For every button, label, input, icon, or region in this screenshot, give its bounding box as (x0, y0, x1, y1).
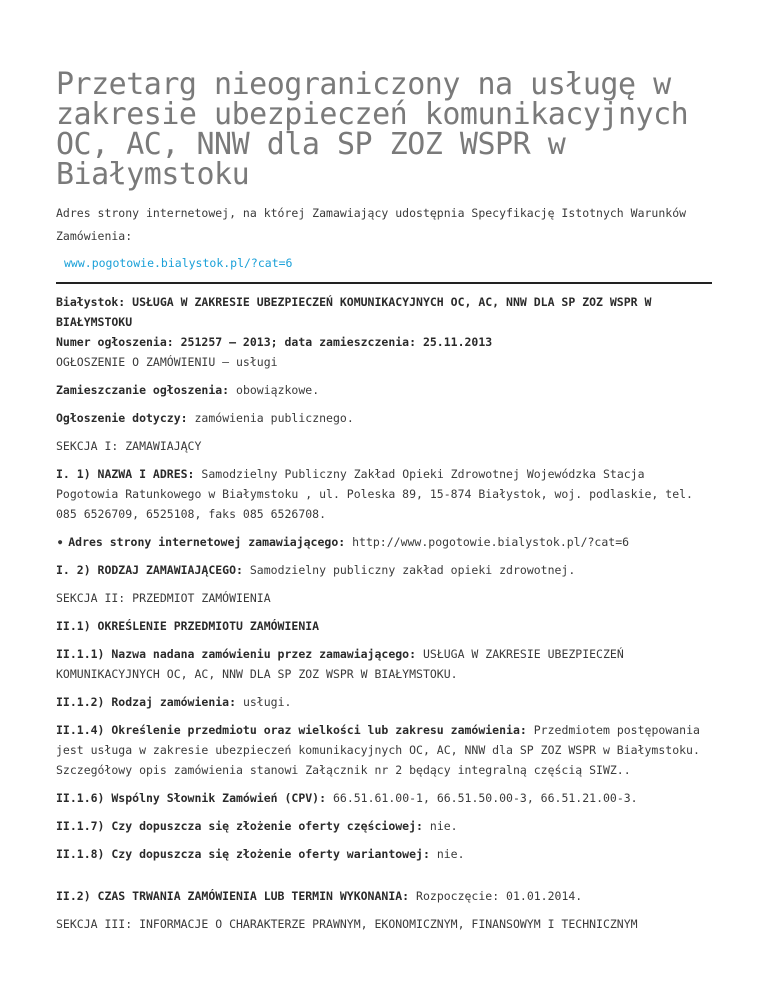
notice-header-text: Białystok: USŁUGA W ZAKRESIE UBEZPIECZEŃ KOMUNIKACYJNYCH OC, AC, NNW DLA SP ZOZ WSPR W BIAŁYMSTOKU (56, 295, 652, 329)
s2-1-6-row (56, 788, 712, 808)
s2-1-7-value: nie. (429, 819, 458, 833)
placement-row (56, 380, 712, 400)
s2-1-4-value: Przedmiotem postępowania jest usługa w zakresie ubezpieczeń komunikacyjnych OC, AC, NNW dla SP ZOZ WSPR w Białymstoku. Szczegółowy opis zamówienia stanowi Załącznik nr 2 będący integralną częścią SIWZ.. (56, 723, 700, 777)
page-title: Przetarg nieograniczony na usługę w zakresie ubezpieczeń komunikacyjnych OC, AC, NNW dla SP ZOZ WSPR w Białymstoku (56, 67, 689, 192)
s1-www-label: Adres strony internetowej zamawiającego: (68, 535, 346, 549)
notice-header (56, 292, 712, 332)
s1-1-label: I. 1) NAZWA I ADRES: (56, 467, 195, 481)
s2-2-label: II.2) CZAS TRWANIA ZAMÓWIENIA LUB TERMIN WYKONANIA: (56, 889, 410, 903)
s2-2-value: Rozpoczęcie: 01.01.2014. (416, 889, 583, 903)
concerns-row (56, 408, 712, 428)
s2-1-6-value: 66.51.61.00-1, 66.51.50.00-3, 66.51.21.00-3. (332, 791, 638, 805)
s2-1-2-row (56, 692, 712, 712)
s2-1-4-row (56, 720, 712, 780)
placement-value: obowiązkowe. (236, 383, 320, 397)
s2-1-1-row (56, 644, 712, 684)
s2-1-1-value: USŁUGA W ZAKRESIE UBEZPIECZEŃ KOMUNIKACYJNYCH OC, AC, NNW DLA SP ZOZ WSPR W BIAŁYMSTOKU. (56, 647, 624, 681)
notice-number-text: Numer ogłoszenia: 251257 – 2013; data zamieszczenia: 25.11.2013 (56, 335, 493, 349)
concerns-label: Ogłoszenie dotyczy: (56, 411, 188, 425)
s2-1-7-row (56, 816, 712, 836)
s2-1-8-row (56, 844, 712, 864)
notice-type: OGŁOSZENIE O ZAMÓWIENIU – usługi (56, 355, 278, 369)
siwz-url-intro: Adres strony internetowej, na której Zamawiający udostępnia Specyfikację Istotnych Warunków Zamówienia: (56, 206, 687, 243)
s1-2-label: I. 2) RODZAJ ZAMAWIAJĄCEGO: (56, 563, 243, 577)
notice-number (56, 332, 712, 352)
placement-label: Zamieszczanie ogłoszenia: (56, 383, 230, 397)
s2-1-8-value: nie. (436, 847, 465, 861)
s1-www-value: http://www.pogotowie.bialystok.pl/?cat=6 (352, 535, 630, 549)
s1-1-value: Samodzielny Publiczny Zakład Opieki Zdrowotnej Wojewódzka Stacja Pogotowia Ratunkowego w Białymstoku , ul. Poleska 89, 15-874 Białystok, woj. podlaskie, tel. 085 6526709, 6525108, faks 085 6526708. (56, 467, 693, 521)
s1-1-row (56, 464, 712, 524)
divider (56, 282, 712, 284)
s2-2-row (56, 886, 712, 906)
s2-1-row (56, 616, 712, 636)
siwz-site-link[interactable]: www.pogotowie.bialystok.pl/?cat=6 (64, 256, 293, 270)
s1-www-list (56, 532, 712, 552)
s2-1-8-label: II.1.8) Czy dopuszcza się złożenie oferty wariantowej: (56, 847, 430, 861)
s2-1-6-label: II.1.6) Wspólny Słownik Zamówień (CPV): (56, 791, 327, 805)
s2-1-7-label: II.1.7) Czy dopuszcza się złożenie oferty częściowej: (56, 819, 423, 833)
s1-2-value: Samodzielny publiczny zakład opieki zdrowotnej. (249, 563, 576, 577)
s1-www-item (56, 532, 712, 552)
s1-2-row (56, 560, 712, 580)
section-3-title: SEKCJA III: INFORMACJE O CHARAKTERZE PRAWNYM, EKONOMICZNYM, FINANSOWYM I TECHNICZNYM (56, 917, 638, 931)
s2-1-2-value: usługi. (242, 695, 292, 709)
concerns-value: zamówienia publicznego. (194, 411, 354, 425)
s2-1-4-label: II.1.4) Określenie przedmiotu oraz wielkości lub zakresu zamówienia: (56, 723, 527, 737)
section-1-title: SEKCJA I: ZAMAWIAJĄCY (56, 439, 202, 453)
s2-1-2-label: II.1.2) Rodzaj zamówienia: (56, 695, 237, 709)
s2-1-label: II.1) OKREŚLENIE PRZEDMIOTU ZAMÓWIENIA (56, 619, 320, 633)
s2-1-1-label: II.1.1) Nazwa nadana zamówieniu przez zamawiającego: (56, 647, 417, 661)
section-2-title: SEKCJA II: PRZEDMIOT ZAMÓWIENIA (56, 591, 271, 605)
